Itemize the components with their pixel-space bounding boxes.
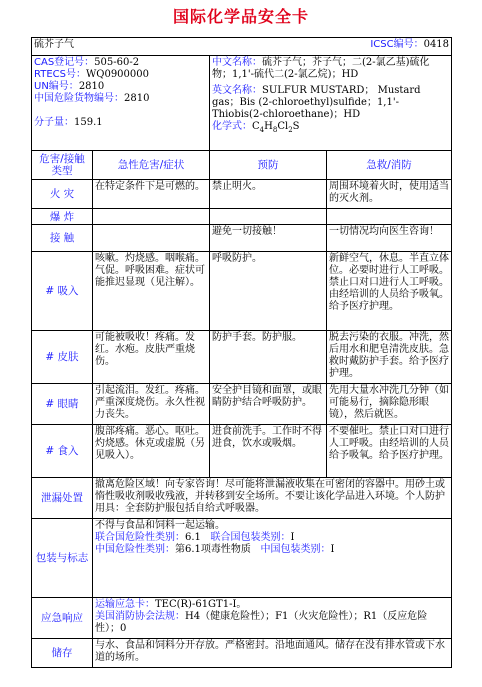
rtecs-label: RTECS号： — [34, 69, 86, 80]
row-contact: 接 触 避免一切接触！ 一切情况均向医生咨询！ — [32, 225, 452, 252]
un-label: UN编号： — [34, 81, 79, 92]
en-name-value: SULFUR MUSTARD； Mustard gas；Bis (2-chloroethyl)sulfide；1,1'-Thiobis(2-chloroethane)；HD — [212, 85, 421, 120]
cn-name-label: 中文名称： — [212, 57, 262, 68]
cas-value: 505-60-2 — [94, 57, 140, 68]
card-title: 国际化学品安全卡 — [172, 7, 309, 26]
icsc-value: 0418 — [423, 39, 450, 50]
row-emergency: 应急响应 运输应急卡：TEC(R)-61GT1-I。 美国消防协会法规：H4（健康危险性）；F1（火灾危险性）；R1（反应危险性）；0 — [32, 598, 452, 639]
row-packaging: 包装与标志 不得与食品和饲料一起运输。 联合国危险性类别：6.1 联合国包装类别：I 中国危险性类别：第6.1项毒性物质 中国包装类别：I — [32, 519, 452, 598]
col-type: 危害/接触类型 — [32, 151, 93, 180]
spill-text: 撤离危险区域！向专家咨询！尽可能将泄漏液收集在可密闭的容器中。用砂土或惰性吸收剂吸收残液，并转移到安全场所。不要让该化学品进入环境。个人防护用具：全套防护服包括自给式呼吸器。 — [93, 478, 452, 519]
col-hazard: 急性危害/症状 — [93, 151, 210, 180]
cn-danger-label: 中国危险货物编号： — [34, 93, 124, 104]
row-fire: 火 灾 在特定条件下是可燃的。 禁止明火。 周围环境着火时，使用适当的灭火剂。 — [32, 180, 452, 209]
col-prevention: 预防 — [210, 151, 327, 180]
id-block — [32, 56, 210, 151]
chemical-name: 硫芥子气 — [34, 39, 74, 50]
icsc-label: ICSC编号： — [370, 39, 424, 50]
cas-label: CAS登记号： — [34, 57, 95, 68]
row-explosion: 爆 炸 — [32, 209, 452, 225]
mw-label: 分子量： — [34, 117, 74, 128]
row-spill: 泄漏处置 撤离危险区域！向专家咨询！尽可能将泄漏液收集在可密闭的容器中。用砂土或惰性吸收剂吸收残液，并转移到安全场所。不要让该化学品进入环境。个人防护用具：全套防护服包括自给式呼吸器。 — [32, 478, 452, 519]
col-first-aid: 急救/消防 — [327, 151, 452, 180]
row-inhalation: # 吸入 咳嗽。灼烧感。咽喉痛。气促。呼吸困难。症状可能推迟显现（见注解）。 呼吸防护。 新鲜空气，休息。半直立体位。必要时进行人工呼吸。禁止口对口进行人工呼吸。由经培训的人员给予吸氧。给予医疗护理。 — [32, 252, 452, 331]
cn-name-value: 硫芥子气；芥子气；二(2-氯乙基)硫化物；1,1'-硫代二(2-氯乙烷)；HD — [212, 57, 430, 80]
formula-label: 化学式： — [212, 121, 252, 132]
row-eyes: # 眼睛 引起流泪。发红。疼痛。严重深度烧伤。永久性视力丧失。 安全护目镜和面罩，或眼睛防护结合呼吸防护。 先用大量水冲洗几分钟（如可能易行，摘除隐形眼镜），然后就医。 — [32, 384, 452, 425]
un-value: 2810 — [78, 81, 105, 92]
row-skin: # 皮肤 可能被吸收！疼痛。发红。水疱。皮肤严重烧伤。 防护手套。防护服。 脱去污染的衣服。冲洗，然后用水和肥皂清洗皮肤。急救时戴防护手套。给予医疗护理。 — [32, 331, 452, 384]
formula-value: $C_4H_8Cl_2S$ — [252, 121, 300, 134]
names-block — [210, 56, 452, 151]
storage-text: 与水、食品和饲料分开存放。严格密封。沿地面通风。储存在没有排水管或下水道的场所。 — [93, 639, 452, 668]
packaging-text: 不得与食品和饲料一起运输。 联合国危险性类别：6.1 联合国包装类别：I 中国危险性类别：第6.1项毒性物质 中国包装类别：I — [93, 519, 452, 598]
en-name-label: 英文名称： — [212, 85, 262, 96]
mw-value: 159.1 — [74, 117, 103, 128]
rtecs-value: WQ0900000 — [85, 69, 149, 80]
emergency-text: 运输应急卡：TEC(R)-61GT1-I。 美国消防协会法规：H4（健康危险性）；F1（火灾危险性）；R1（反应危险性）；0 — [93, 598, 452, 639]
identifier-row — [32, 56, 452, 151]
row-storage: 储存 与水、食品和饲料分开存放。严格密封。沿地面通风。储存在没有排水管或下水道的场所。 — [32, 639, 452, 668]
row-ingestion: # 食入 腹部疼痛。恶心。呕吐。灼烧感。休克或虚脱（另见吸入）。 进食前洗手。工作时不得进食，饮水或吸烟。 不要催吐。禁止口对口进行人工呼吸。由经培训的人员给予吸氧。给予医疗护理。 — [32, 425, 452, 478]
column-header-row — [32, 151, 452, 180]
safety-card-table — [31, 37, 452, 668]
header-row — [32, 38, 452, 56]
cn-danger-value: 2810 — [124, 93, 150, 104]
